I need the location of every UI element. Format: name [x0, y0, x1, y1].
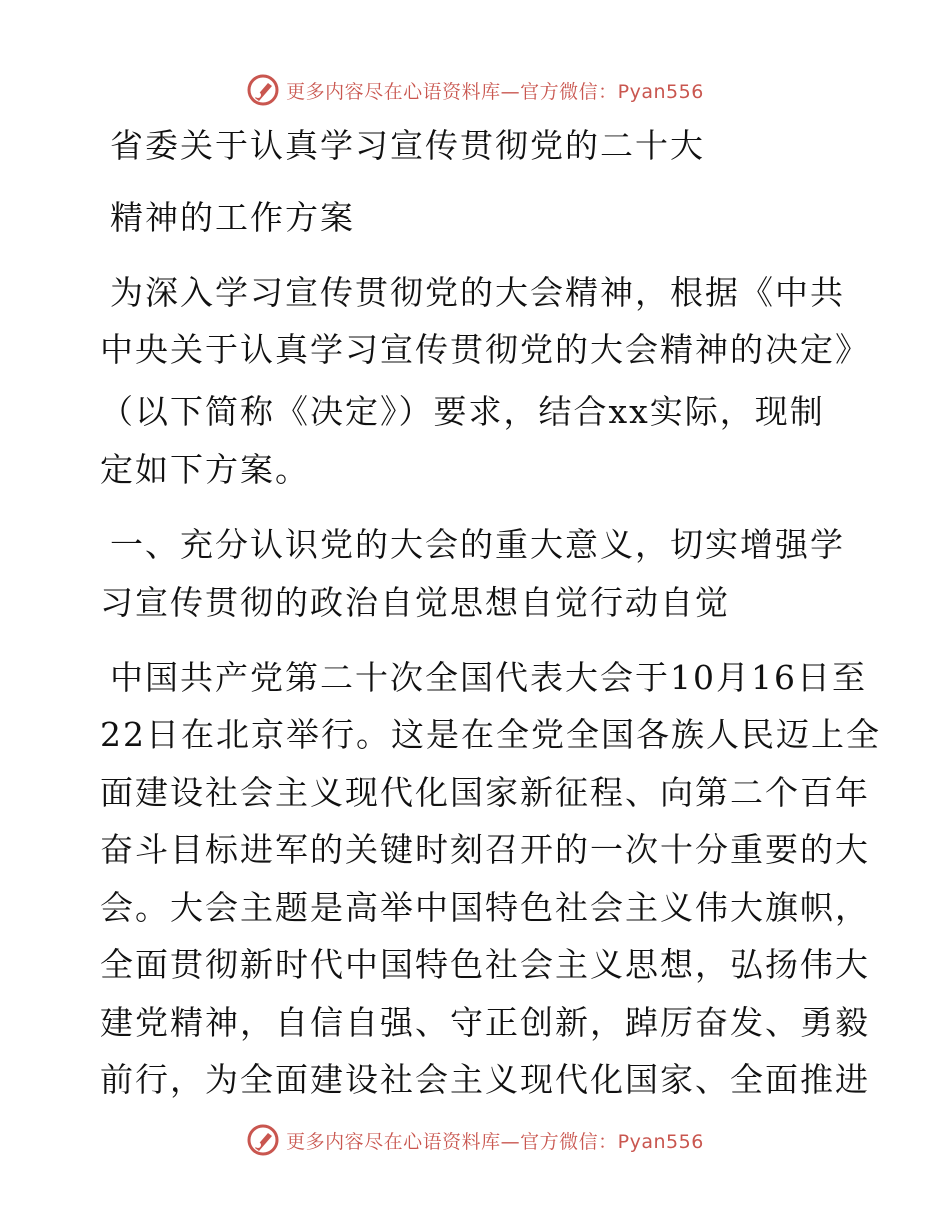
section-heading-line: 习宣传贯彻的政治自觉思想自觉行动自觉	[100, 583, 730, 622]
body-line: 22日在北京举行。这是在全党全国各族人民迈上全	[100, 715, 881, 754]
doc-title-line-2: 精神的工作方案	[110, 198, 355, 237]
pen-logo-icon	[246, 73, 280, 107]
intro-line: 定如下方案。	[100, 450, 310, 489]
body-line: 全面贯彻新时代中国特色社会主义思想，弘扬伟大	[100, 945, 870, 984]
intro-line: （以下简称《决定》）要求，结合xx实际，现制	[100, 392, 825, 431]
body-line: 会。大会主题是高举中国特色社会主义伟大旗帜，	[100, 888, 870, 927]
body-line: 中国共产党第二十次全国代表大会于10月16日至	[110, 658, 867, 697]
doc-title-line-1: 省委关于认真学习宣传贯彻党的二十大	[110, 126, 705, 165]
intro-line: 为深入学习宣传贯彻党的大会精神，根据《中共	[110, 273, 845, 312]
body-line: 面建设社会主义现代化国家新征程、向第二个百年	[100, 773, 870, 812]
pen-logo-icon	[246, 1123, 280, 1157]
watermark-text: 更多内容尽在心语资料库—官方微信：Pyan556	[286, 80, 704, 103]
intro-line: 中央关于认真学习宣传贯彻党的大会精神的决定》	[100, 330, 870, 369]
body-line: 建党精神，自信自强、守正创新，踔厉奋发、勇毅	[100, 1003, 870, 1042]
body-line: 前行，为全面建设社会主义现代化国家、全面推进	[100, 1060, 870, 1099]
watermark-text: 更多内容尽在心语资料库—官方微信：Pyan556	[286, 1130, 704, 1153]
section-heading-line: 一、充分认识党的大会的重大意义，切实增强学	[110, 525, 845, 564]
body-line: 奋斗目标进军的关键时刻召开的一次十分重要的大	[100, 830, 870, 869]
header-watermark-banner	[0, 70, 950, 110]
footer-watermark-banner	[0, 1120, 950, 1160]
